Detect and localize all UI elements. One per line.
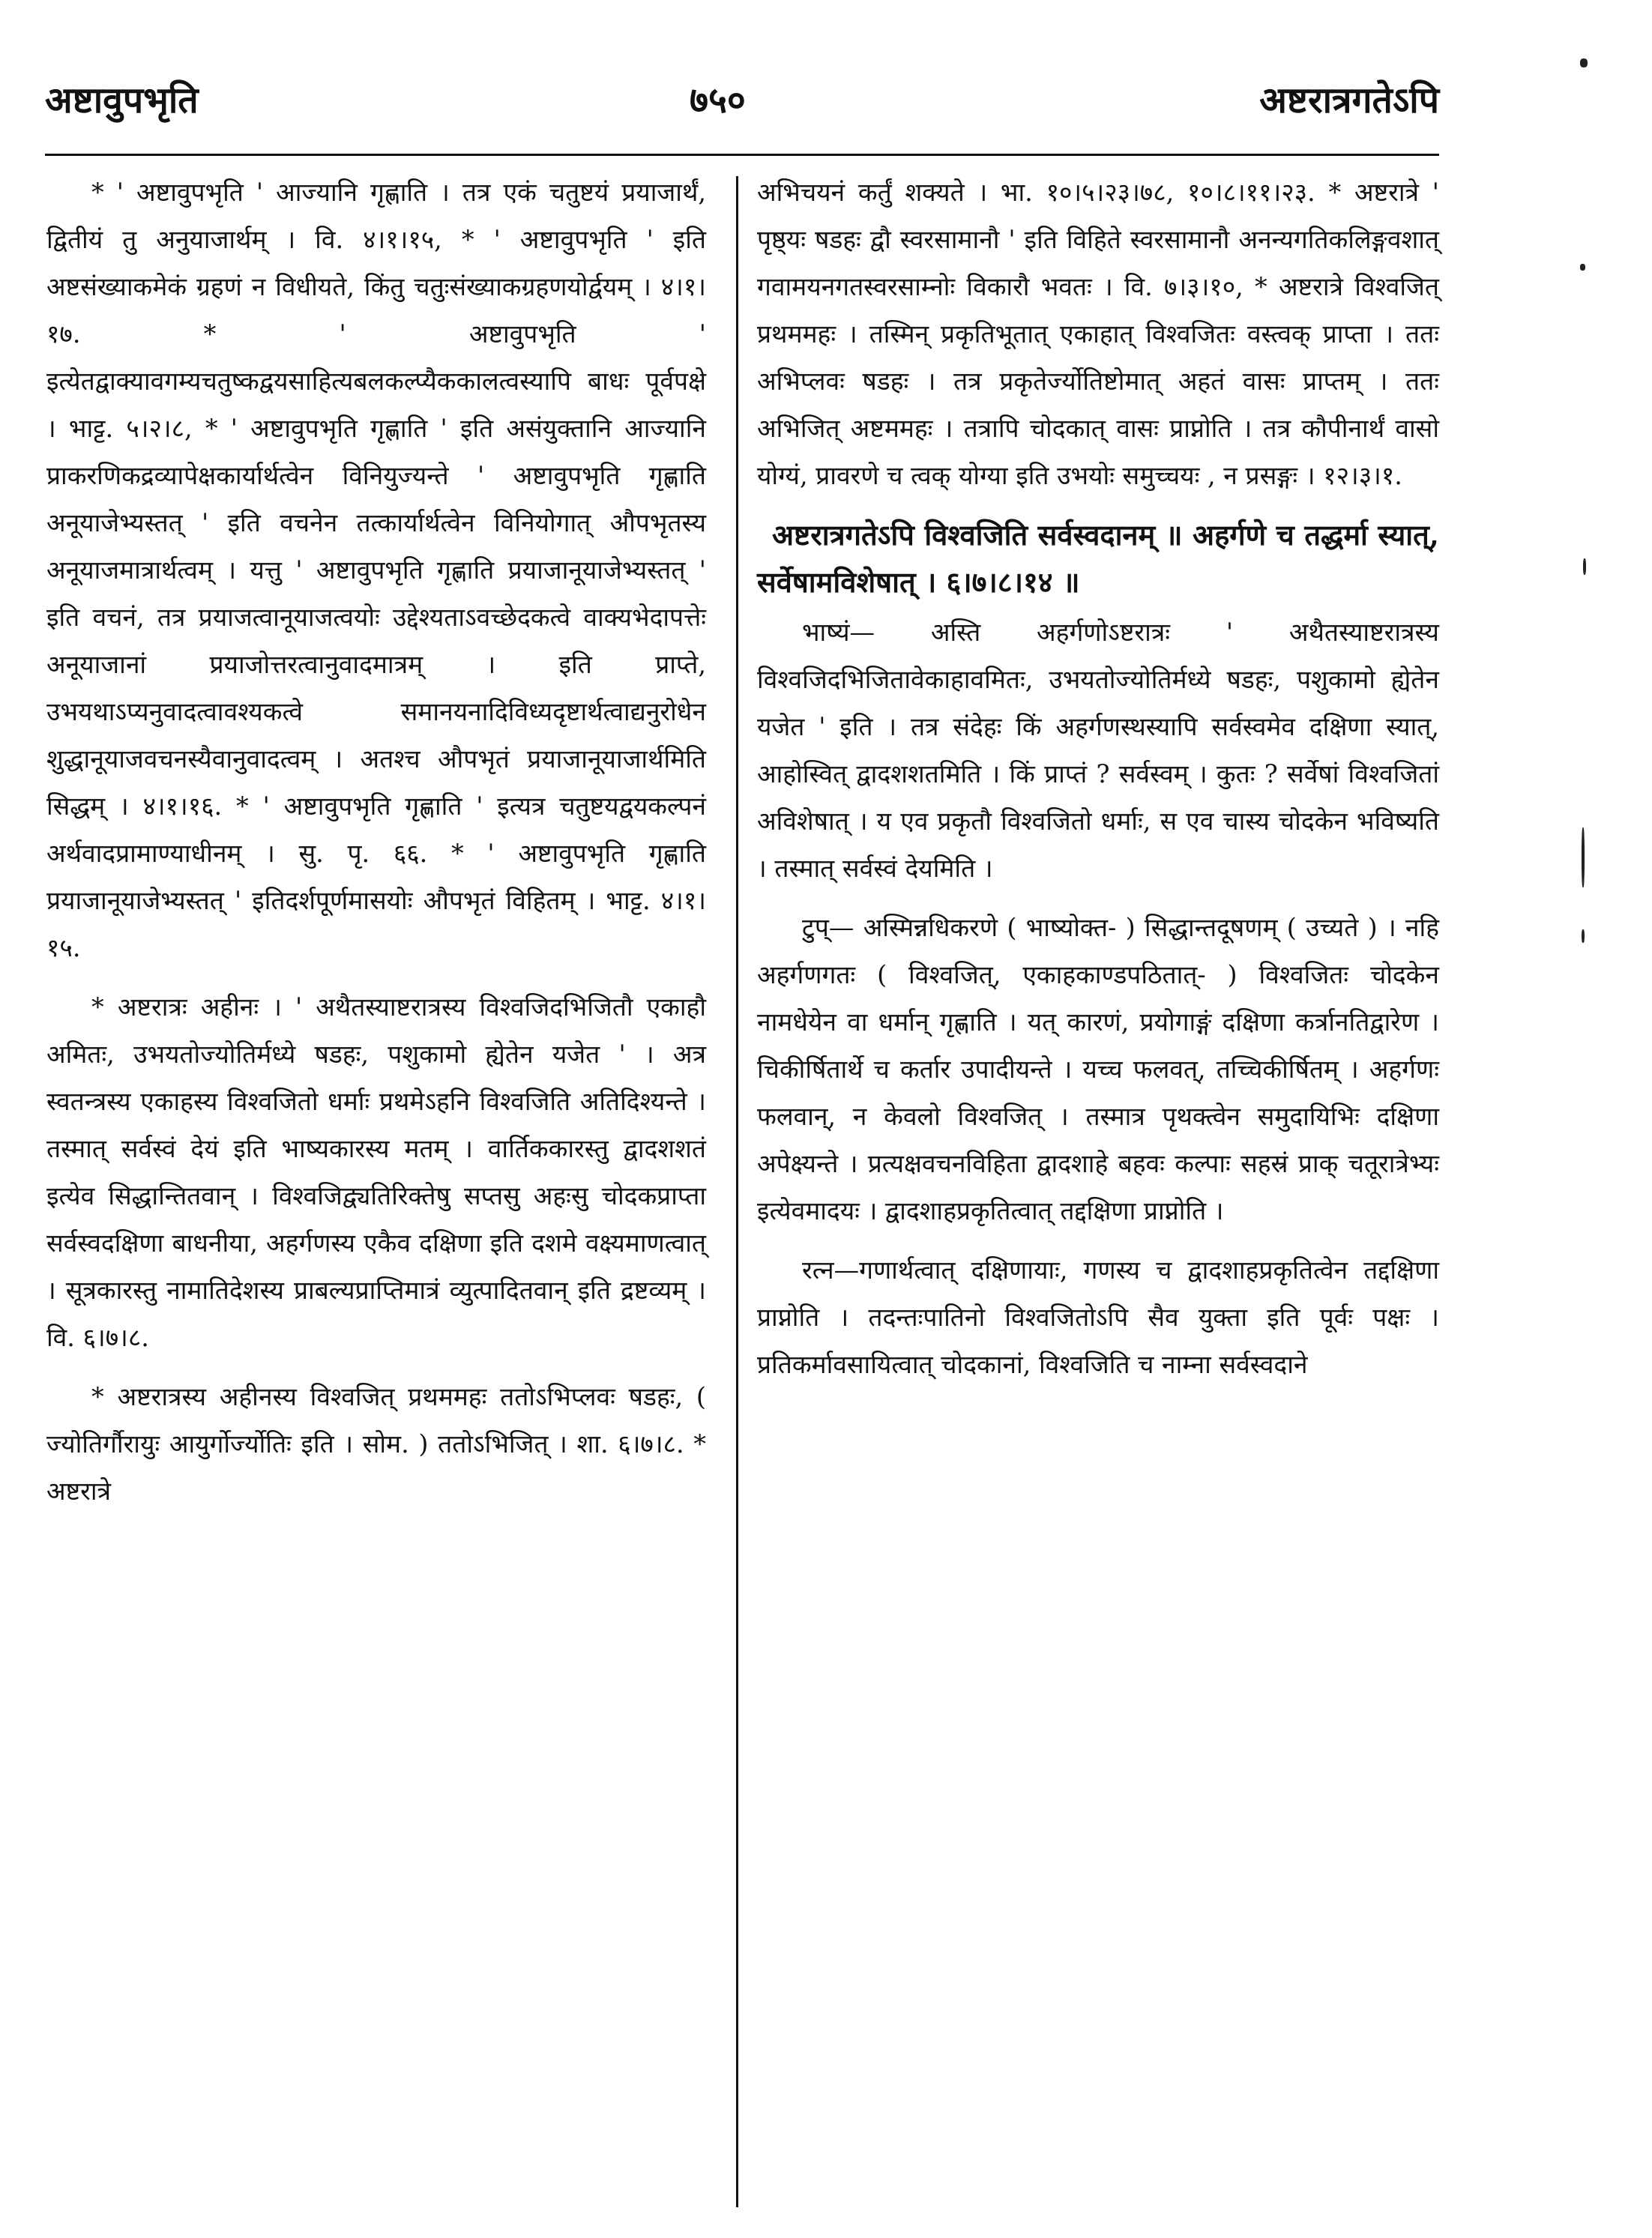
right-column [757, 169, 1439, 1400]
running-head-right: अष्टरात्रगतेऽपि [1259, 79, 1439, 121]
left-column [46, 169, 706, 1527]
entry-ashtaratrasya: * अष्टरात्रस्य अहीनस्य विश्वजित् प्रथममहः ततोऽभिप्लवः षडहः, ( ज्योतिर्गौरायुः आयुर्गोर्ज्योतिः इति । सोम. ) ततोऽभिजित् । शा. ६।७।८. * अष्टरात्रे [46, 1382, 706, 1506]
column-divider [736, 176, 738, 2207]
continuation-paragraph: अभिचयनं कर्तुं शक्यते । भा. १०।५।२३।७८, १०।८।११।२३. * अष्टरात्रे ' पृष्ठ्यः षडहः द्वौ स्वरसामानौ ' इति विहिते स्वरसामानौ अनन्यगतिकलिङ्गवशात् गवामयनगतस्वरसाम्नोः विकारौ भवतः । वि. ७।३।१०, * अष्टरात्रे विश्वजित् प्रथममहः । तस्मिन् प्रकृतिभूतात् एकाहात् विश्वजितः वस्त्वक् प्राप्ता । ततः अभिप्लवः षडहः । तत्र प्रकृतेर्ज्योतिष्टोमात् अहतं वासः प्राप्तम् । ततः अभिजित् अष्टममहः । तत्रापि चोदकात् वासः प्राप्नोति । तत्र कौपीनार्थं वासो योग्यं, प्रावरणे च त्वक् योग्या इति उभयोः समुच्चयः , न प्रसङ्गः । १२।३।१. [757, 178, 1439, 490]
margin-mark [1583, 558, 1586, 575]
running-head-left: अष्टावुपभृति [45, 79, 199, 121]
bhashya-paragraph: भाष्यं— अस्ति अहर्गणोऽष्टरात्रः ' अथैतस्याष्टरात्रस्य विश्वजिदभिजितावेकाहावमितः, उभयतोज्योतिर्मध्ये षडहः, पशुकामो ह्येतेन यजेत ' इति । तत्र संदेहः किं अहर्गणस्थस्यापि सर्वस्वमेव दक्षिणा स्यात्, आहोस्वित् द्वादशशतमिति । किं प्राप्तं ? सर्वस्वम् । कुतः ? सर्वेषां विश्वजितां अविशेषात् । य एव प्रकृतौ विश्वजितो धर्माः, स एव चास्य चोदकेन भविष्यति । तस्मात् सर्वस्वं देयमिति । [757, 618, 1439, 883]
entry-ashtavupabhriti: * ' अष्टावुपभृति ' आज्यानि गृह्णाति । तत्र एकं चतुष्टयं प्रयाजार्थं, द्वितीयं तु अनुयाजार्थम् । वि. ४।१।१५, * ' अष्टावुपभृति ' इति अष्टसंख्याकमेकं ग्रहणं न विधीयते, किंतु चतुःसंख्याकग्रहणयोर्द्वयम् । ४।१।१७. * ' अष्टावुपभृति ' इत्येतद्वाक्यावगम्यचतुष्कद्वयसाहित्यबलकल्प्यैककालत्वस्यापि बाधः पूर्वपक्षे । भाट्ट. ५।२।८, * ' अष्टावुपभृति गृह्णाति ' इति असंयुक्तानि आज्यानि प्राकरणिकद्रव्यापेक्षकार्यार्थत्वेन विनियुज्यन्ते ' अष्टावुपभृति गृह्णाति अनूयाजेभ्यस्तत् ' इति वचनेन तत्कार्यार्थत्वेन विनियोगात् औपभृतस्य अनूयाजमात्रार्थत्वम् । यत्तु ' अष्टावुपभृति गृह्णाति प्रयाजानूयाजेभ्यस्तत् ' इति वचनं, तत्र प्रयाजत्वानूयाजत्वयोः उद्देश्यताऽवच्छेदकत्वे वाक्यभेदापत्तेः अनूयाजानां प्रयाजोत्तरत्वानुवादमात्रम् । इति प्राप्ते, उभयथाऽप्यनुवादत्वावश्यकत्वे समानयनादिविध्यदृष्टार्थत्वाद्यनुरोधेन शुद्धानूयाजवचनस्यैवानुवादत्वम् । अतश्च औपभृतं प्रयाजानूयाजार्थमिति सिद्धम् । ४।१।१६. * ' अष्टावुपभृति गृह्णाति ' इत्यत्र चतुष्टयद्वयकल्पनं अर्थवादप्रामाण्याधीनम् । सु. पृ. ६६. * ' अष्टावुपभृति गृह्णाति प्रयाजानूयाजेभ्यस्तत् ' इतिदर्शपूर्णमासयोः औपभृतं विहितम् । भाट्ट. ४।१।१५. [46, 178, 706, 962]
margin-mark [1582, 827, 1585, 887]
header-rule [45, 154, 1439, 156]
tuptika-paragraph: टुप्— अस्मिन्नधिकरणे ( भाष्योक्त- ) सिद्धान्तदूषणम् ( उच्यते ) । नहि अहर्गणगतः ( विश्वजित्, एकाहकाण्डपठितात्- ) विश्वजितः चोदकेन नामधेयेन वा धर्मान् गृह्णाति । यत् कारणं, प्रयोगाङ्गं दक्षिणा कर्त्रानतिद्वारेण । चिकीर्षितार्थे च कर्तार उपादीयन्ते । यच्च फलवत्, तच्चिकीर्षितम् । अहर्गणः फलवान्, न केवलो विश्वजित् । तस्मात्र पृथक्त्वेन समुदायिभिः दक्षिणा अपेक्ष्यन्ते । प्रत्यक्षवचनविहिता द्वादशाहे बहवः कल्पाः सहस्रं प्राक् चतूरात्रेभ्यः इत्येवमादयः । द्वादशाहप्रकृतित्वात् तद्दक्षिणा प्राप्नोति । [757, 913, 1439, 1225]
ratna-paragraph: रत्न—गणार्थत्वात् दक्षिणायाः, गणस्य च द्वादशाहप्रकृतित्वेन तद्दक्षिणा प्राप्नोति । तदन्तःपातिनो विश्वजितोऽपि सैव युक्ता इति पूर्वः पक्षः । प्रतिकर्मावसायित्वात् चोदकानां, विश्वजिति च नाम्ना सर्वस्वदाने [757, 1255, 1439, 1379]
margin-mark [1580, 58, 1588, 67]
adhikarana-sutra: अष्टरात्रगतेऽपि विश्वजिति सर्वस्वदानम् ॥ अहर्गणे च तद्धर्मा स्यात्, सर्वेषामविशेषात् । ६।७।८।१४ ॥ [757, 518, 1439, 599]
page-header [45, 75, 1439, 135]
margin-mark [1582, 929, 1585, 943]
margin-mark [1580, 264, 1585, 271]
page-number: ७५० [690, 79, 746, 121]
entry-ashtaratra: * अष्टरात्रः अहीनः । ' अथैतस्याष्टरात्रस्य विश्वजिदभिजितौ एकाहौ अमितः, उभयतोज्योतिर्मध्ये षडहः, पशुकामो ह्येतेन यजेत ' । अत्र स्वतन्त्रस्य एकाहस्य विश्वजितो धर्माः प्रथमेऽहनि विश्वजिति अतिदिश्यन्ते । तस्मात् सर्वस्वं देयं इति भाष्यकारस्य मतम् । वार्तिककारस्तु द्वादशशतं इत्येव सिद्धान्तितवान् । विश्वजिद्व्यतिरिक्तेषु सप्तसु अहःसु चोदकप्राप्ता सर्वस्वदक्षिणा बाधनीया, अहर्गणस्य एकैव दक्षिणा इति दशमे वक्ष्यमाणत्वात् । सूत्रकारस्तु नामातिदेशस्य प्राबल्यप्राप्तिमात्रं व्युत्पादितवान् इति द्रष्टव्यम् । वि. ६।७।८. [46, 992, 706, 1352]
